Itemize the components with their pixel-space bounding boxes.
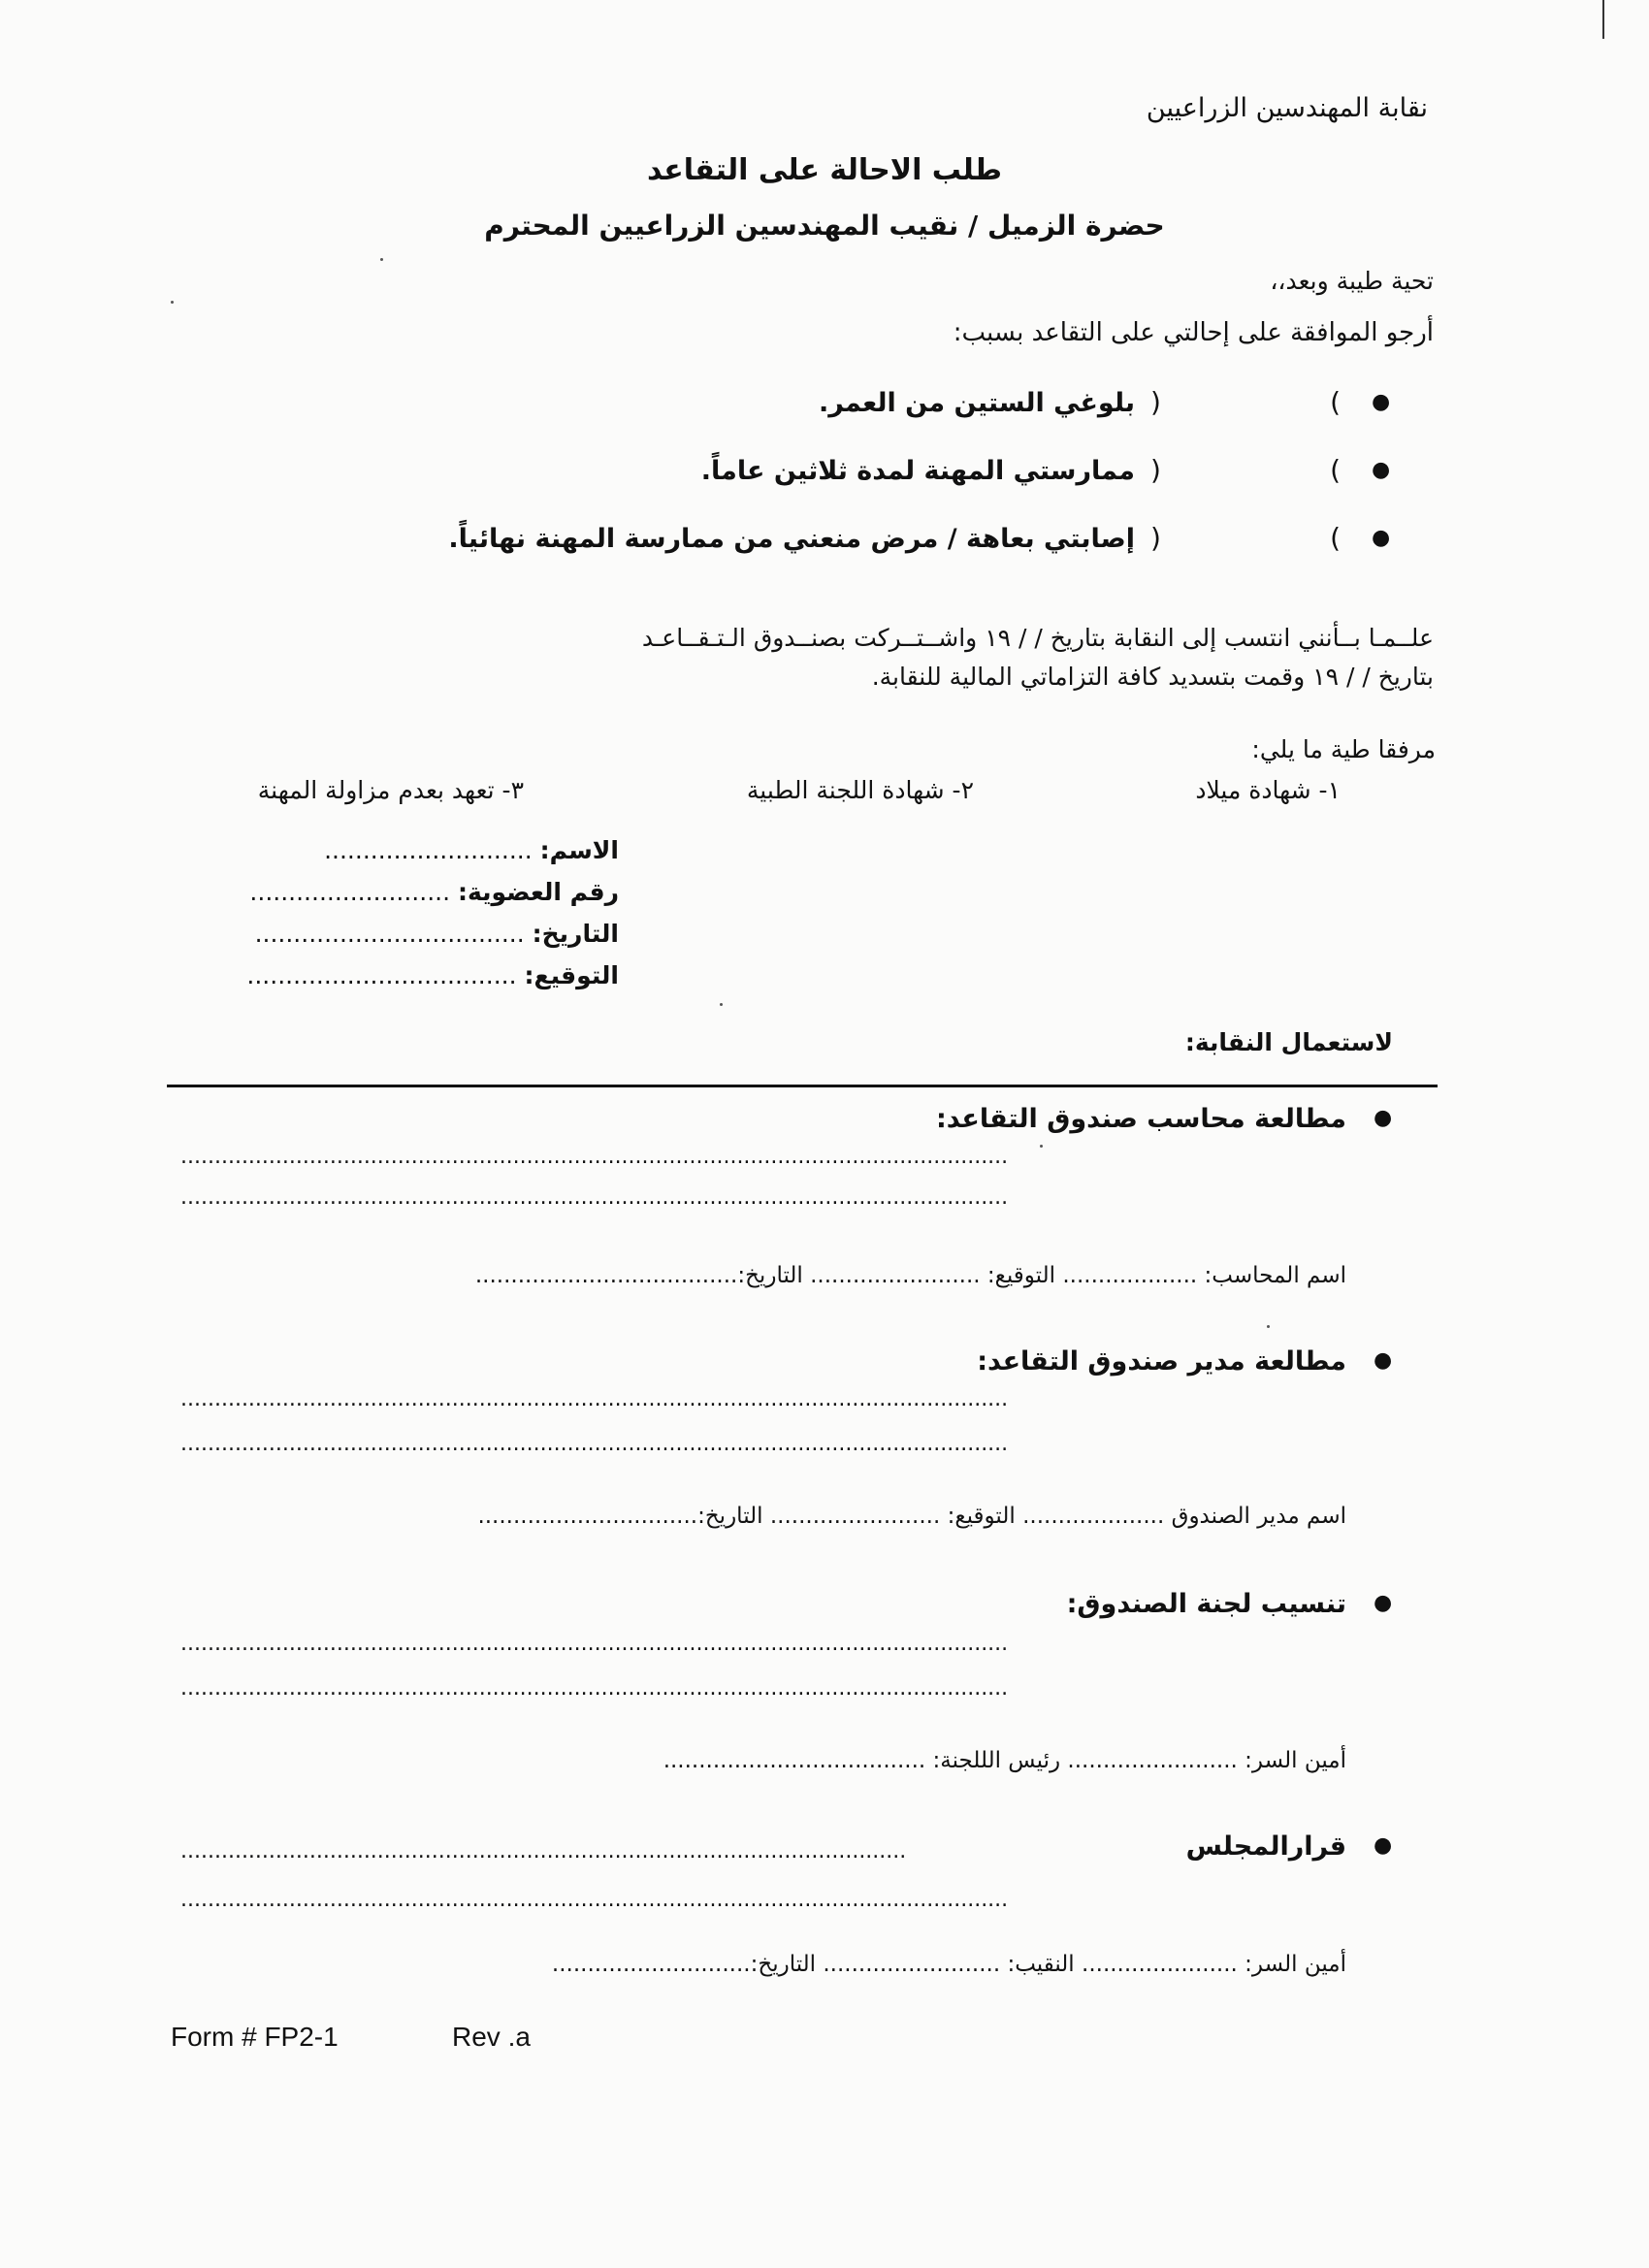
name-label: الاسم: bbox=[539, 836, 619, 864]
scan-speck bbox=[380, 258, 383, 261]
council-decision-title: قرارالمجلس bbox=[1185, 1831, 1346, 1862]
applicant-date-row[interactable] bbox=[255, 920, 619, 948]
bullet-icon: ● bbox=[1372, 526, 1391, 550]
office-use-heading: لاستعمال النقابة: bbox=[1184, 1028, 1393, 1056]
org-name: نقابة المهندسين الزراعيين bbox=[1146, 93, 1428, 123]
committee-line[interactable]: .......................................................................................................................... bbox=[180, 1676, 1009, 1701]
membership-label: رقم العضوية: bbox=[458, 878, 619, 906]
request-text: أرجو الموافقة على إحالتي على التقاعد بسبب: bbox=[953, 318, 1434, 347]
applicant-name-row[interactable] bbox=[324, 836, 619, 864]
membership-notice-line2: بتاريخ / / ١٩ وقمت بتسديد كافة التزاماتي المالية للنقابة. bbox=[871, 663, 1434, 691]
manager-review-line[interactable]: .......................................................................................................................... bbox=[180, 1432, 1009, 1456]
committee-title: تنسيب لجنة الصندوق: bbox=[1066, 1589, 1346, 1619]
divider bbox=[167, 1085, 1438, 1087]
revision: Rev .a bbox=[452, 2022, 531, 2052]
signature-label: التوقيع: bbox=[524, 961, 619, 989]
reason-3: إصابتي بعاهة / مرض منعني من ممارسة المهنة نهائياً. bbox=[448, 524, 1135, 554]
membership-notice-line1: علــمـا بــأنني انتسب إلى النقابة بتاريخ / / ١٩ واشــتــركت بصنــدوق الـتـقــاعـد bbox=[641, 624, 1434, 652]
greeting: تحية طيبة وبعد،، bbox=[1270, 267, 1434, 295]
scan-speck bbox=[720, 1003, 723, 1006]
attachment-item: ١- شهادة ميلاد bbox=[1195, 776, 1341, 804]
council-decision-line[interactable]: .......................................................................................................................... bbox=[180, 1888, 1009, 1912]
committee-signature-row[interactable]: أمين السر: ........................ رئيس الللجنة: ..................................... bbox=[663, 1748, 1346, 1773]
manager-review-title: مطالعة مدير صندوق التقاعد: bbox=[977, 1346, 1346, 1377]
council-signature-row[interactable]: أمين السر: ...................... النقيب: ......................... التاريخ:............................ bbox=[551, 1952, 1346, 1977]
form-title: طلب الاحالة على التقاعد bbox=[646, 153, 1003, 187]
bullet-icon: ● bbox=[1374, 1348, 1393, 1373]
reason-1: بلوغي الستين من العمر. bbox=[818, 388, 1135, 418]
addressee: حضرة الزميل / نقيب المهندسين الزراعيين المحترم bbox=[484, 210, 1165, 242]
manager-signature-row[interactable]: اسم مدير الصندوق .................... التوقيع: ........................ التاريخ:............................... bbox=[477, 1504, 1346, 1529]
signature-field[interactable]: ................................... bbox=[246, 961, 517, 989]
bullet-icon: ● bbox=[1374, 1591, 1393, 1615]
scan-speck bbox=[1267, 1325, 1270, 1328]
membership-field[interactable]: .......................... bbox=[249, 878, 451, 906]
scan-speck bbox=[171, 301, 174, 304]
form-number: Form # FP2-1 bbox=[171, 2022, 339, 2052]
name-field[interactable]: ........................... bbox=[324, 836, 533, 864]
reason-2: ممارستي المهنة لمدة ثلاثين عاماً. bbox=[700, 456, 1135, 486]
date-field[interactable]: ................................... bbox=[254, 920, 525, 948]
accountant-review-line[interactable]: .......................................................................................................................... bbox=[180, 1145, 1009, 1169]
manager-review-line[interactable]: .......................................................................................................................... bbox=[180, 1387, 1009, 1411]
attachment-item: ٢- شهادة اللجنة الطبية bbox=[746, 776, 974, 804]
attachments-heading: مرفقا طية ما يلي: bbox=[1251, 735, 1436, 763]
applicant-membership-row[interactable] bbox=[249, 878, 619, 906]
attachment-item: ٣- تعهد بعدم مزاولة المهنة bbox=[257, 776, 524, 804]
bullet-icon: ● bbox=[1372, 390, 1391, 414]
accountant-review-title: مطالعة محاسب صندوق التقاعد: bbox=[935, 1104, 1346, 1134]
committee-line[interactable]: .......................................................................................................................... bbox=[180, 1632, 1009, 1656]
accountant-review-line[interactable]: .......................................................................................................................... bbox=[180, 1185, 1009, 1210]
council-decision-line[interactable]: ........................................................................................................... bbox=[180, 1839, 907, 1863]
date-label: التاريخ: bbox=[532, 920, 619, 948]
applicant-signature-row[interactable] bbox=[246, 961, 619, 989]
scan-edge-line bbox=[1602, 0, 1604, 39]
accountant-signature-row[interactable]: اسم المحاسب: ................... التوقيع: ........................ التاريخ:..................................... bbox=[474, 1263, 1346, 1288]
bullet-icon: ● bbox=[1374, 1833, 1393, 1858]
bullet-icon: ● bbox=[1372, 458, 1391, 482]
bullet-icon: ● bbox=[1374, 1106, 1393, 1130]
scan-speck bbox=[1040, 1145, 1043, 1148]
